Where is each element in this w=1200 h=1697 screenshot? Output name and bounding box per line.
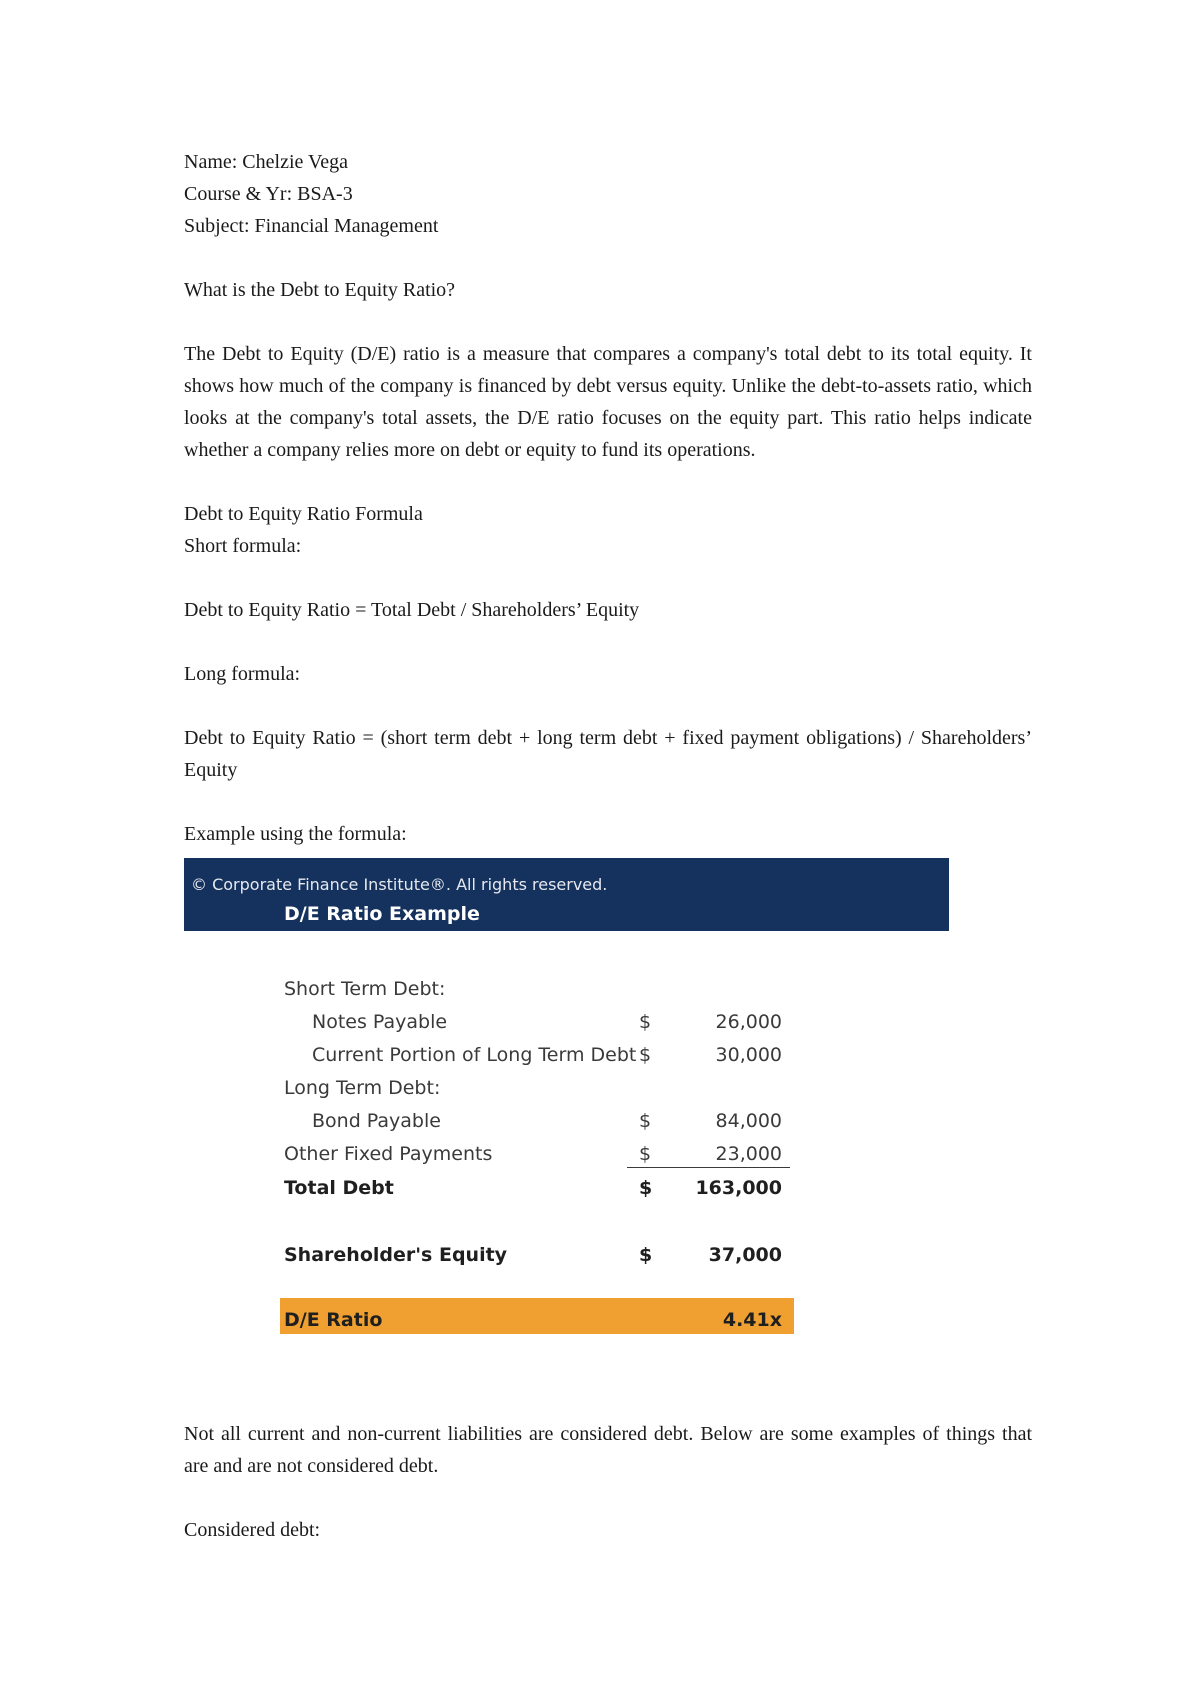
- shareholders-equity-label: Shareholder's Equity: [284, 1244, 508, 1266]
- course-year: Course & Yr: BSA-3: [184, 183, 353, 205]
- current-portion-value: 30,000: [715, 1044, 782, 1066]
- figure-header: [184, 858, 949, 931]
- short-formula-label: Short formula:: [184, 535, 302, 557]
- other-fixed-payments-value: 23,000: [715, 1143, 782, 1165]
- shareholders-equity-value: 37,000: [708, 1244, 782, 1266]
- bond-payable-value: 84,000: [715, 1110, 782, 1132]
- total-debt-value: 163,000: [695, 1177, 782, 1199]
- short-term-debt-row: [284, 969, 794, 1002]
- long-term-debt-label: Long Term Debt:: [284, 1077, 441, 1099]
- current-portion-label: Current Portion of Long Term Debt: [312, 1044, 637, 1066]
- long-formula-label: Long formula:: [184, 663, 301, 685]
- shareholders-equity-currency: $: [639, 1244, 653, 1266]
- other-fixed-payments-row: [284, 1134, 794, 1167]
- de-ratio-value: 4.41x: [722, 1309, 782, 1331]
- de-ratio-bar: [280, 1298, 794, 1334]
- student-name: Name: Chelzie Vega: [184, 151, 349, 173]
- de-ratio-example-figure: [184, 858, 949, 1343]
- other-fixed-payments-label: Other Fixed Payments: [284, 1143, 493, 1165]
- notes-payable-currency: $: [639, 1011, 652, 1033]
- bond-payable-row: [284, 1101, 794, 1134]
- long-term-debt-row: [284, 1068, 794, 1101]
- example-label: Example using the formula:: [184, 823, 407, 845]
- question-heading: What is the Debt to Equity Ratio?: [184, 279, 456, 301]
- notes-payable-label: Notes Payable: [312, 1011, 448, 1033]
- considered-debt-label: Considered debt:: [184, 1519, 321, 1541]
- formula-heading: Debt to Equity Ratio Formula: [184, 503, 423, 525]
- copyright-notice: © Corporate Finance Institute®. All rights reserved.: [191, 875, 608, 894]
- document-page: [184, 146, 1032, 1546]
- short-formula: Debt to Equity Ratio = Total Debt / Shareholders’ Equity: [184, 599, 640, 621]
- long-formula: Debt to Equity Ratio = (short term debt + long term debt + fixed payment obligations) / Shareholders’ Equity: [184, 727, 1032, 781]
- current-portion-currency: $: [639, 1044, 652, 1066]
- subject: Subject: Financial Management: [184, 215, 439, 237]
- total-debt-label: Total Debt: [284, 1177, 394, 1199]
- bond-payable-currency: $: [639, 1110, 652, 1132]
- de-ratio-label: D/E Ratio: [284, 1309, 383, 1331]
- other-fixed-payments-currency: $: [639, 1143, 652, 1165]
- notes-payable-row: [284, 1002, 794, 1035]
- shareholders-equity-row: [284, 1235, 794, 1268]
- closing-paragraph: Not all current and non-current liabilities are considered debt. Below are some examples of things that are and are not considered debt.: [184, 1423, 1032, 1477]
- figure-title: D/E Ratio Example: [284, 903, 480, 925]
- definition-paragraph: The Debt to Equity (D/E) ratio is a measure that compares a company's total debt to its total equity. It shows how much of the company is financed by debt versus equity. Unlike the debt-to-assets ratio, which looks at the company's total assets, the D/E ratio focuses on the equity part. This ratio helps indicate whether a company relies more on debt or equity to fund its operations.: [184, 343, 1032, 461]
- notes-payable-value: 26,000: [715, 1011, 782, 1033]
- total-debt-currency: $: [639, 1177, 653, 1199]
- current-portion-row: [284, 1035, 794, 1068]
- total-debt-row: [284, 1168, 794, 1201]
- bond-payable-label: Bond Payable: [312, 1110, 441, 1132]
- short-term-debt-label: Short Term Debt:: [284, 978, 446, 1000]
